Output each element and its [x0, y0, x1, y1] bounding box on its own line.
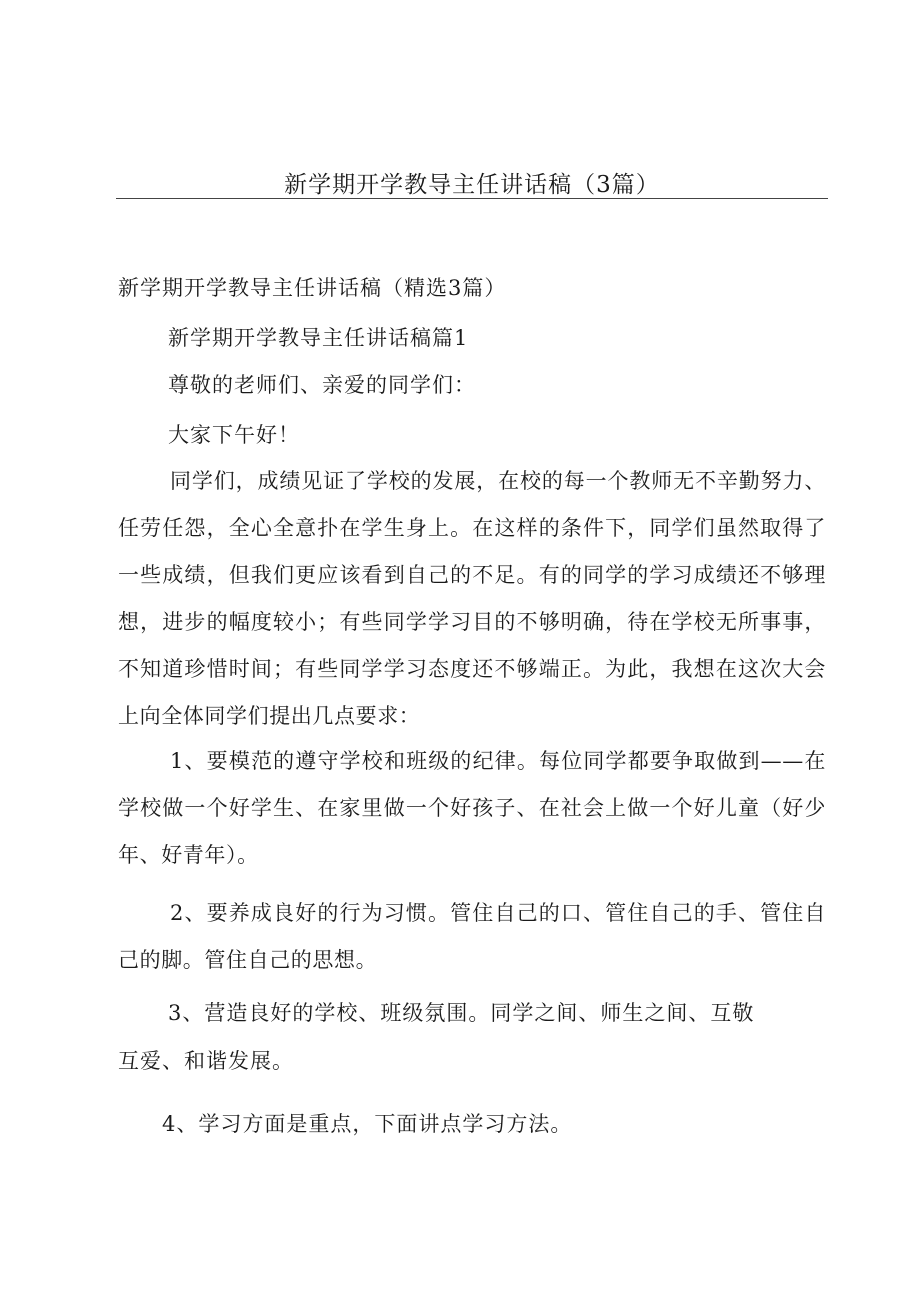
section-heading: 新学期开学教导主任讲话稿篇1	[168, 326, 469, 350]
document-title: 新学期开学教导主任讲话稿（3篇）	[284, 172, 660, 198]
paragraph-item-4: 4、学习方面是重点，下面讲点学习方法。	[162, 1112, 573, 1136]
paragraph-intro: 同学们，成绩见证了学校的发展，在校的每一个教师无不辛勤努力、任劳任怨，全心全意扑在学生身上。在这样的条件下，同学们虽然取得了一些成绩，但我们更应该看到自己的不足。有的同学的学习成绩还不够理想，进步的幅度较小；有些同学学习目的不够明确，待在学校无所事事，不知道珍惜时间；有些同学学习态度还不够端正。为此，我想在这次大会上向全体同学们提出几点要求：	[118, 469, 826, 728]
salutation: 尊敬的老师们、亲爱的同学们：	[168, 373, 476, 397]
greeting: 大家下午好！	[168, 423, 300, 447]
paragraph-item-3-line-2: 互爱、和谐发展。	[118, 1049, 294, 1073]
paragraph-item-1: 1、要模范的遵守学校和班级的纪律。每位同学都要争取做到——在学校做一个好学生、在家里做一个好孩子、在社会上做一个好儿童（好少年、好青年）。	[118, 749, 826, 867]
paragraph-item-3-line-1: 3、营造良好的学校、班级氛围。同学之间、师生之间、互敬	[168, 1001, 755, 1025]
paragraph-item-2: 2、要养成良好的行为习惯。管住自己的口、管住自己的手、管住自己的脚。管住自己的思想。	[118, 901, 826, 972]
title-divider	[116, 198, 828, 199]
document-subtitle: 新学期开学教导主任讲话稿（精选3篇）	[118, 276, 507, 300]
